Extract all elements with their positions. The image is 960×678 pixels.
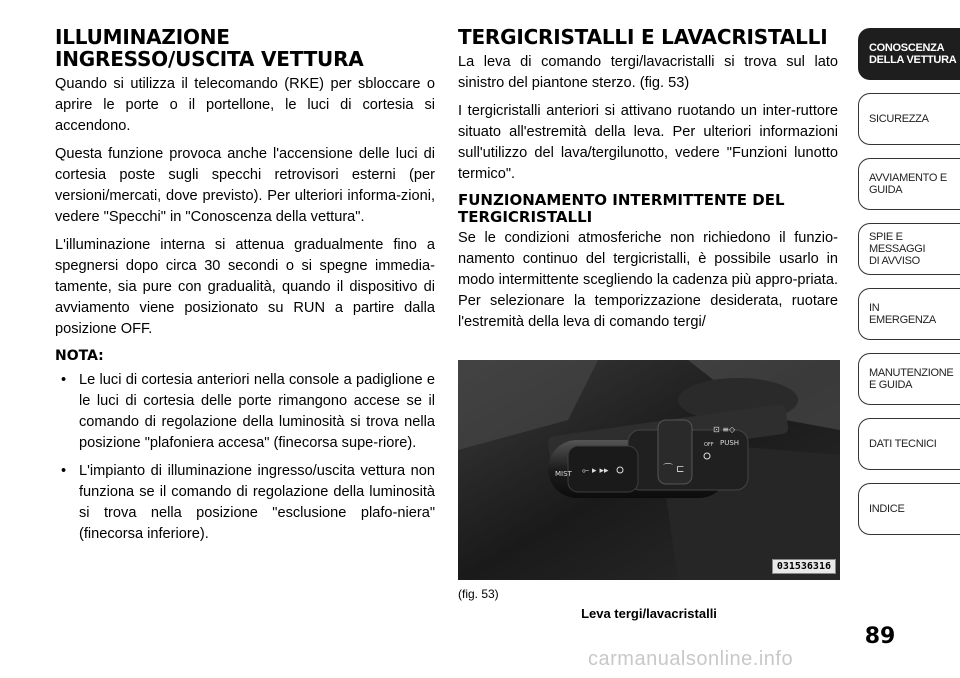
subsection-title-intermittent: FUNZIONAMENTO INTERMITTENTE DEL TERGICRISTALLI xyxy=(458,191,785,226)
svg-text:⟜ ▸ ▸▸: ⟜ ▸ ▸▸ xyxy=(582,466,609,476)
figure-code: 031536316 xyxy=(772,559,836,574)
tab-conoscenza-della-vettura[interactable] xyxy=(858,28,960,80)
tab-manutenzione[interactable] xyxy=(858,353,960,405)
note-list xyxy=(55,370,435,545)
paragraph: Quando si utilizza il telecomando (RKE) per sbloccare o aprire le porte o il portellone, le luci di cortesia si accendono. xyxy=(55,76,435,134)
figure-caption: Leva tergi/lavacristalli xyxy=(581,606,717,621)
right-column xyxy=(458,26,838,340)
tab-label: SICUREZZA xyxy=(869,113,929,125)
wiper-lever-photo xyxy=(458,360,840,580)
section-title-wipers: TERGICRISTALLI E LAVACRISTALLI xyxy=(458,25,828,49)
paragraph: Questa funzione provoca anche l'accensione delle luci di cortesia poste sugli specchi retrovisori esterni (per versioni/mercati, dove previsto). Per ulteriori informa-zioni, vedere "Specchi" in "Conoscenza della vettura". xyxy=(55,146,435,225)
push-label: PUSH xyxy=(720,439,740,447)
figure-reference: (fig. 53) xyxy=(458,587,499,601)
section-title-entry-exit-lighting: ILLUMINAZIONE INGRESSO/USCITA VETTURA xyxy=(55,25,364,71)
tab-label: IN EMERGENZA xyxy=(869,302,936,326)
tab-sicurezza[interactable] xyxy=(858,93,960,145)
paragraph: I tergicristalli anteriori si attivano ruotando un inter-ruttore situato all'estremità della leva. Per ulteriori informazioni sull'utilizzo del lava/tergilunotto, vedere "Funzioni lunotto termico". xyxy=(458,103,838,182)
note-item: • L'impianto di illuminazione ingresso/uscita vettura non funziona se il comando di regolazione della luminosità si trova nella posizione "esclusione plafo-niera" (finecorsa inferiore). xyxy=(55,461,435,545)
chapter-tabs xyxy=(858,28,960,548)
watermark: carmanualsonline.info xyxy=(588,648,794,670)
paragraph: La leva di comando tergi/lavacristalli si trova sul lato sinistro del piantone sterzo. (fig. 53) xyxy=(458,54,838,91)
left-column xyxy=(55,26,435,552)
paragraph: Se le condizioni atmosferiche non richiedono il funzio-namento continuo del tergicristalli, è possibile usarlo in modo intermittente scegliendo la cadenza più appro-priata. Per selezionare la temporizzazione desiderata, ruotare l'estremità della leva di comando tergi/ xyxy=(458,230,838,330)
tab-label: INDICE xyxy=(869,503,905,515)
tab-in-emergenza[interactable] xyxy=(858,288,960,340)
tab-dati-tecnici[interactable] xyxy=(858,418,960,470)
wiper-lever-illustration xyxy=(458,360,840,580)
tab-label: MANUTENZIONE E GUIDA xyxy=(869,367,954,391)
tab-avviamento-e-guida[interactable] xyxy=(858,158,960,210)
tab-label: DATI TECNICI xyxy=(869,438,937,450)
mist-label: MIST xyxy=(555,470,572,478)
tab-label: AVVIAMENTO E GUIDA xyxy=(869,172,947,196)
tab-indice[interactable] xyxy=(858,483,960,535)
paragraph: L'illuminazione interna si attenua gradualmente fino a spegnersi dopo circa 30 secondi o si spegne immedia-tamente, sia pure con gradualità, quando il dispositivo di avviamento viene posizionato su RUN a partire dalla posizione OFF. xyxy=(55,237,435,337)
page-number: 89 xyxy=(864,624,896,649)
tab-label: SPIE E MESSAGGI DI AVVISO xyxy=(869,231,926,267)
tab-label: CONOSCENZA DELLA VETTURA xyxy=(869,42,957,66)
svg-text:⊡ ≡◇: ⊡ ≡◇ xyxy=(713,425,736,434)
svg-text:⌒ ⊏: ⌒ ⊏ xyxy=(663,464,685,475)
tab-spie-e-messaggi[interactable] xyxy=(858,223,960,275)
note-label: NOTA: xyxy=(55,348,104,364)
note-item: • Le luci di cortesia anteriori nella console a padiglione e le luci di cortesia delle porte rimangono accese se il comando di regolazione della luminosità si trova nella posizione "plafoniera accesa" (finecorsa supe-riore). xyxy=(55,370,435,454)
off-label: OFF xyxy=(704,442,714,448)
